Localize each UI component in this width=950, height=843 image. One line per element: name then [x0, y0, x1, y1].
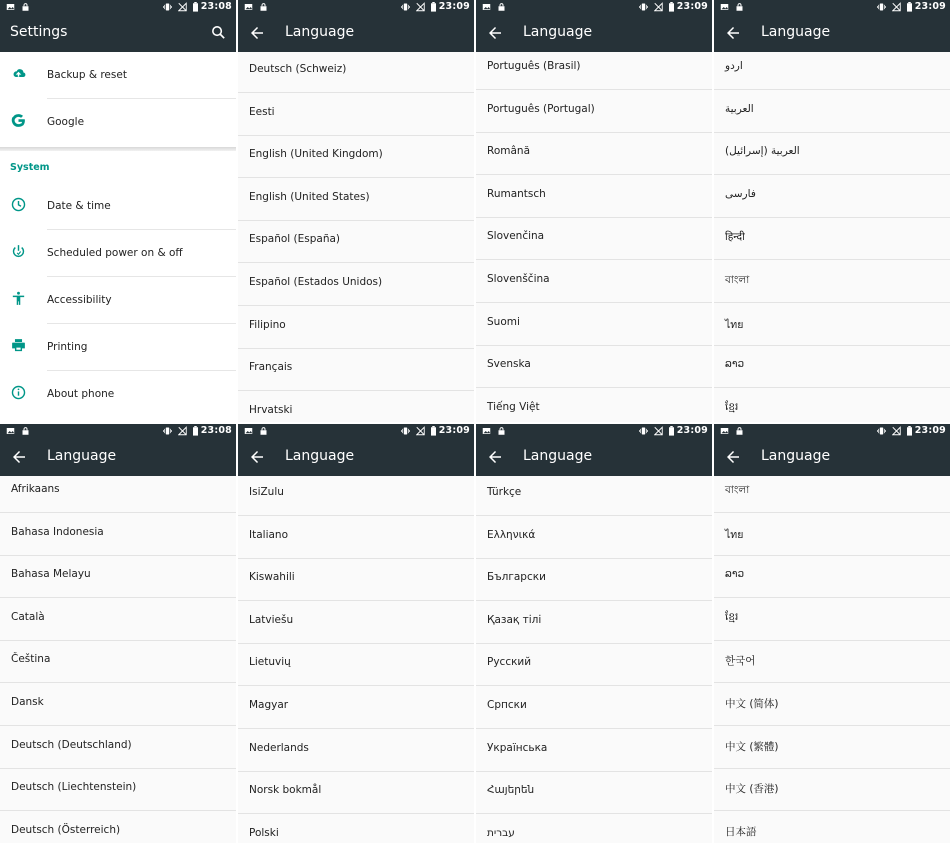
language-name: Polski	[249, 826, 279, 839]
status-bar	[476, 424, 712, 439]
language-item[interactable]	[714, 217, 950, 260]
language-name: Bahasa Indonesia	[11, 525, 104, 538]
vibrate-icon	[639, 426, 650, 436]
status-bar	[714, 0, 950, 15]
language-name: Tiếng Việt	[487, 400, 540, 413]
language-item[interactable]	[0, 811, 236, 843]
battery-icon	[667, 2, 673, 12]
no-signal-icon	[892, 426, 901, 436]
language-name: Filipino	[249, 318, 286, 331]
language-item[interactable]	[714, 555, 950, 598]
battery-icon	[905, 426, 911, 436]
language-item[interactable]	[714, 470, 950, 513]
status-bar-left	[6, 426, 30, 436]
image-notification-icon	[6, 2, 15, 12]
language-list	[714, 476, 950, 843]
language-item[interactable]	[238, 729, 474, 772]
status-time: 23:09	[438, 425, 470, 436]
language-item[interactable]	[238, 516, 474, 559]
back-arrow-icon[interactable]	[10, 448, 28, 466]
language-item[interactable]	[238, 391, 474, 422]
language-item[interactable]	[238, 558, 474, 601]
status-bar	[238, 424, 474, 439]
status-bar-right	[877, 1, 946, 12]
no-signal-icon	[892, 2, 901, 12]
language-item[interactable]	[0, 470, 236, 513]
language-item[interactable]	[714, 513, 950, 556]
vibrate-icon	[401, 426, 412, 436]
back-arrow-icon[interactable]	[724, 24, 742, 42]
image-notification-icon	[244, 426, 253, 436]
app-bar	[0, 15, 236, 52]
no-signal-icon	[654, 426, 663, 436]
settings-item[interactable]	[0, 277, 236, 324]
language-name: Italiano	[249, 528, 288, 541]
lock-icon	[21, 426, 30, 436]
language-item[interactable]	[238, 771, 474, 814]
language-list	[476, 476, 712, 843]
language-name: עברית	[487, 826, 515, 839]
lock-icon	[735, 2, 744, 12]
language-item[interactable]	[476, 558, 712, 601]
status-bar-right	[401, 425, 470, 436]
language-item[interactable]	[238, 93, 474, 136]
language-item[interactable]	[714, 683, 950, 726]
language-name: हिन्दी	[725, 231, 745, 244]
language-item[interactable]	[476, 473, 712, 516]
language-item[interactable]	[476, 388, 712, 422]
language-item[interactable]	[714, 726, 950, 769]
no-signal-icon	[178, 2, 187, 12]
settings-item-label: Date & time	[47, 200, 111, 212]
language-list	[238, 52, 474, 422]
language-item[interactable]	[714, 811, 950, 843]
language-name: Українська	[487, 741, 548, 754]
image-notification-icon	[482, 2, 491, 12]
language-name: Latviešu	[249, 613, 294, 626]
image-notification-icon	[482, 426, 491, 436]
language-name: Deutsch (Liechtenstein)	[11, 781, 137, 794]
info-icon	[10, 384, 27, 401]
language-name: Magyar	[249, 699, 289, 711]
language-item[interactable]	[0, 513, 236, 556]
back-arrow-icon[interactable]	[248, 24, 266, 42]
language-name: Čeština	[11, 653, 51, 666]
language-name: العربية (إسرائيل)	[725, 145, 800, 158]
page-title: Settings	[10, 24, 68, 40]
language-item[interactable]	[714, 598, 950, 641]
no-signal-icon	[178, 426, 187, 436]
status-bar-left	[244, 2, 268, 12]
settings-content	[0, 52, 236, 422]
language-screen	[476, 424, 712, 843]
language-item[interactable]	[238, 220, 474, 263]
language-item[interactable]	[0, 598, 236, 641]
language-name: Slovenščina	[487, 273, 550, 285]
language-name: English (United Kingdom)	[249, 148, 383, 161]
language-item[interactable]	[0, 640, 236, 683]
status-bar	[476, 0, 712, 15]
lock-icon	[735, 426, 744, 436]
page-title: Language	[761, 24, 831, 40]
language-name: Română	[487, 145, 530, 158]
language-screen	[238, 0, 474, 422]
language-item[interactable]	[476, 132, 712, 175]
language-item[interactable]	[476, 643, 712, 686]
language-name: 中文 (繁體)	[725, 740, 779, 753]
language-name: Ελληνικά	[487, 528, 536, 541]
language-item[interactable]	[0, 726, 236, 769]
language-name: Deutsch (Österreich)	[11, 823, 121, 836]
cloud-upload-icon	[10, 65, 27, 82]
back-arrow-icon[interactable]	[724, 448, 742, 466]
status-bar-left	[482, 426, 506, 436]
back-arrow-icon[interactable]	[248, 448, 266, 466]
language-item[interactable]	[476, 345, 712, 388]
language-item[interactable]	[0, 768, 236, 811]
language-name: Dansk	[11, 696, 44, 708]
language-item[interactable]	[238, 348, 474, 391]
status-bar-left	[244, 426, 268, 436]
language-name: Slovenčina	[487, 230, 545, 243]
settings-card-system	[0, 151, 236, 422]
language-name: ខ្មែរ	[725, 610, 739, 623]
back-arrow-icon[interactable]	[486, 24, 504, 42]
battery-icon	[667, 426, 673, 436]
settings-item-label: Backup & reset	[47, 69, 127, 81]
language-name: Deutsch (Schweiz)	[249, 63, 347, 75]
accessibility-icon	[10, 290, 27, 307]
status-bar-right	[163, 1, 232, 12]
language-name: Català	[11, 610, 45, 623]
app-bar	[476, 439, 712, 476]
language-item[interactable]	[476, 814, 712, 843]
language-name: ລາວ	[725, 568, 745, 581]
language-list	[238, 476, 474, 843]
language-name: Eesti	[249, 105, 275, 118]
language-name: 中文 (简体)	[725, 698, 779, 710]
language-name: ไทย	[725, 318, 744, 331]
language-item[interactable]	[238, 263, 474, 306]
language-item[interactable]	[238, 643, 474, 686]
settings-item[interactable]	[0, 324, 236, 371]
language-name: Türkçe	[487, 486, 522, 498]
language-screen	[476, 0, 712, 422]
vibrate-icon	[877, 426, 888, 436]
language-item[interactable]	[238, 473, 474, 516]
language-item[interactable]	[476, 686, 712, 729]
language-item[interactable]	[714, 90, 950, 133]
language-item[interactable]	[714, 175, 950, 218]
language-name: 中文 (香港)	[725, 783, 779, 796]
language-name: فارسی	[725, 187, 756, 200]
power-icon	[10, 243, 27, 260]
language-screen	[714, 0, 950, 422]
language-name: العربية	[725, 102, 754, 115]
settings-item-label: About phone	[47, 388, 115, 400]
app-bar	[238, 439, 474, 476]
language-item[interactable]	[714, 768, 950, 811]
settings-item[interactable]	[0, 183, 236, 230]
language-item[interactable]	[238, 601, 474, 644]
search-icon[interactable]	[210, 24, 227, 41]
no-signal-icon	[416, 426, 425, 436]
language-name: 日本語	[725, 825, 757, 838]
battery-icon	[429, 426, 435, 436]
page-title: Language	[523, 24, 593, 40]
language-item[interactable]	[476, 771, 712, 814]
settings-item-label: Google	[47, 116, 85, 128]
language-name: ไทย	[725, 528, 744, 541]
settings-item[interactable]	[0, 52, 236, 99]
status-time: 23:08	[200, 1, 232, 12]
language-name: Français	[249, 361, 293, 374]
vibrate-icon	[639, 2, 650, 12]
status-time: 23:09	[914, 425, 946, 436]
vibrate-icon	[401, 2, 412, 12]
language-item[interactable]	[238, 306, 474, 349]
language-name: English (United States)	[249, 190, 370, 203]
language-name: Svenska	[487, 358, 531, 371]
language-item[interactable]	[476, 175, 712, 218]
language-item[interactable]	[238, 178, 474, 221]
language-name: বাংলা	[725, 484, 750, 496]
status-time: 23:08	[200, 425, 232, 436]
settings-card-personal	[0, 52, 236, 147]
printer-icon	[10, 337, 27, 354]
lock-icon	[259, 2, 268, 12]
battery-icon	[191, 426, 197, 436]
language-item[interactable]	[476, 260, 712, 303]
vibrate-icon	[163, 2, 174, 12]
language-item[interactable]	[476, 47, 712, 90]
language-item[interactable]	[714, 47, 950, 90]
language-screen	[238, 424, 474, 843]
language-name: Bahasa Melayu	[11, 568, 91, 581]
language-name: Nederlands	[249, 741, 309, 754]
language-item[interactable]	[714, 132, 950, 175]
language-name: Српски	[487, 699, 527, 711]
language-item[interactable]	[0, 683, 236, 726]
status-time: 23:09	[914, 1, 946, 12]
status-bar-right	[639, 1, 708, 12]
status-bar-left	[720, 2, 744, 12]
language-name: Հայերեն	[487, 784, 535, 797]
google-g-icon	[10, 112, 27, 129]
language-name: Norsk bokmål	[249, 784, 322, 797]
language-name: اردو	[725, 60, 743, 72]
language-screen	[0, 424, 236, 843]
status-bar-right	[401, 1, 470, 12]
language-name: Español (Estados Unidos)	[249, 276, 383, 288]
language-item[interactable]	[476, 303, 712, 346]
battery-icon	[191, 2, 197, 12]
status-bar	[0, 424, 236, 439]
page-title: Language	[523, 448, 593, 464]
language-name: Lietuvių	[249, 656, 291, 669]
section-header-system: System	[10, 162, 50, 173]
language-name: Suomi	[487, 315, 520, 328]
settings-item-label: Scheduled power on & off	[47, 247, 183, 259]
status-bar-left	[482, 2, 506, 12]
language-item[interactable]	[714, 640, 950, 683]
language-name: Português (Portugal)	[487, 102, 595, 115]
language-name: IsiZulu	[249, 486, 284, 498]
image-notification-icon	[244, 2, 253, 12]
language-item[interactable]	[476, 90, 712, 133]
settings-screen	[0, 0, 236, 422]
language-name: Deutsch (Deutschland)	[11, 738, 132, 751]
status-time: 23:09	[438, 1, 470, 12]
status-bar	[238, 0, 474, 15]
language-item[interactable]	[476, 729, 712, 772]
page-title: Language	[285, 448, 355, 464]
settings-item-label: Accessibility	[47, 294, 112, 306]
language-name: Български	[487, 571, 546, 584]
status-bar	[714, 424, 950, 439]
language-name: ខ្មែរ	[725, 400, 739, 413]
settings-item[interactable]	[0, 371, 236, 418]
lock-icon	[497, 2, 506, 12]
language-item[interactable]	[714, 345, 950, 388]
status-bar	[0, 0, 236, 15]
language-name: Português (Brasil)	[487, 60, 581, 72]
status-bar-right	[163, 425, 232, 436]
language-name: 한국어	[725, 655, 756, 668]
vibrate-icon	[163, 426, 174, 436]
settings-item-label: Printing	[47, 341, 88, 353]
status-time: 23:09	[676, 1, 708, 12]
language-item[interactable]	[714, 303, 950, 346]
language-name: Español (España)	[249, 233, 341, 246]
status-bar-left	[6, 2, 30, 12]
page-title: Language	[285, 24, 355, 40]
battery-icon	[905, 2, 911, 12]
battery-icon	[429, 2, 435, 12]
language-screen	[714, 424, 950, 843]
settings-item[interactable]	[0, 99, 236, 146]
lock-icon	[497, 426, 506, 436]
language-name: Hrvatski	[249, 403, 293, 416]
no-signal-icon	[654, 2, 663, 12]
language-item[interactable]	[714, 388, 950, 422]
vibrate-icon	[877, 2, 888, 12]
language-name: বাংলা	[725, 274, 750, 286]
status-bar-right	[877, 425, 946, 436]
language-name: Afrikaans	[11, 483, 60, 495]
language-name: ລາວ	[725, 358, 745, 371]
language-list	[476, 52, 712, 422]
language-list	[0, 476, 236, 843]
language-name: Rumantsch	[487, 187, 546, 200]
language-item[interactable]	[476, 217, 712, 260]
image-notification-icon	[720, 2, 729, 12]
language-item[interactable]	[0, 555, 236, 598]
no-signal-icon	[416, 2, 425, 12]
status-time: 23:09	[676, 425, 708, 436]
language-item[interactable]	[476, 516, 712, 559]
language-item[interactable]	[476, 601, 712, 644]
language-name: Русский	[487, 656, 532, 669]
language-item[interactable]	[238, 135, 474, 178]
language-item[interactable]	[714, 260, 950, 303]
lock-icon	[21, 2, 30, 12]
clock-icon	[10, 196, 27, 213]
lock-icon	[259, 426, 268, 436]
image-notification-icon	[720, 426, 729, 436]
language-item[interactable]	[238, 50, 474, 93]
page-title: Language	[761, 448, 831, 464]
language-name: Қазақ тілі	[487, 613, 542, 626]
language-name: Kiswahili	[249, 571, 295, 584]
language-item[interactable]	[238, 686, 474, 729]
status-bar-left	[720, 426, 744, 436]
settings-item[interactable]	[0, 230, 236, 277]
status-bar-right	[639, 425, 708, 436]
language-list	[714, 52, 950, 422]
language-item[interactable]	[238, 814, 474, 843]
image-notification-icon	[6, 426, 15, 436]
back-arrow-icon[interactable]	[486, 448, 504, 466]
page-title: Language	[47, 448, 117, 464]
app-bar	[238, 15, 474, 52]
